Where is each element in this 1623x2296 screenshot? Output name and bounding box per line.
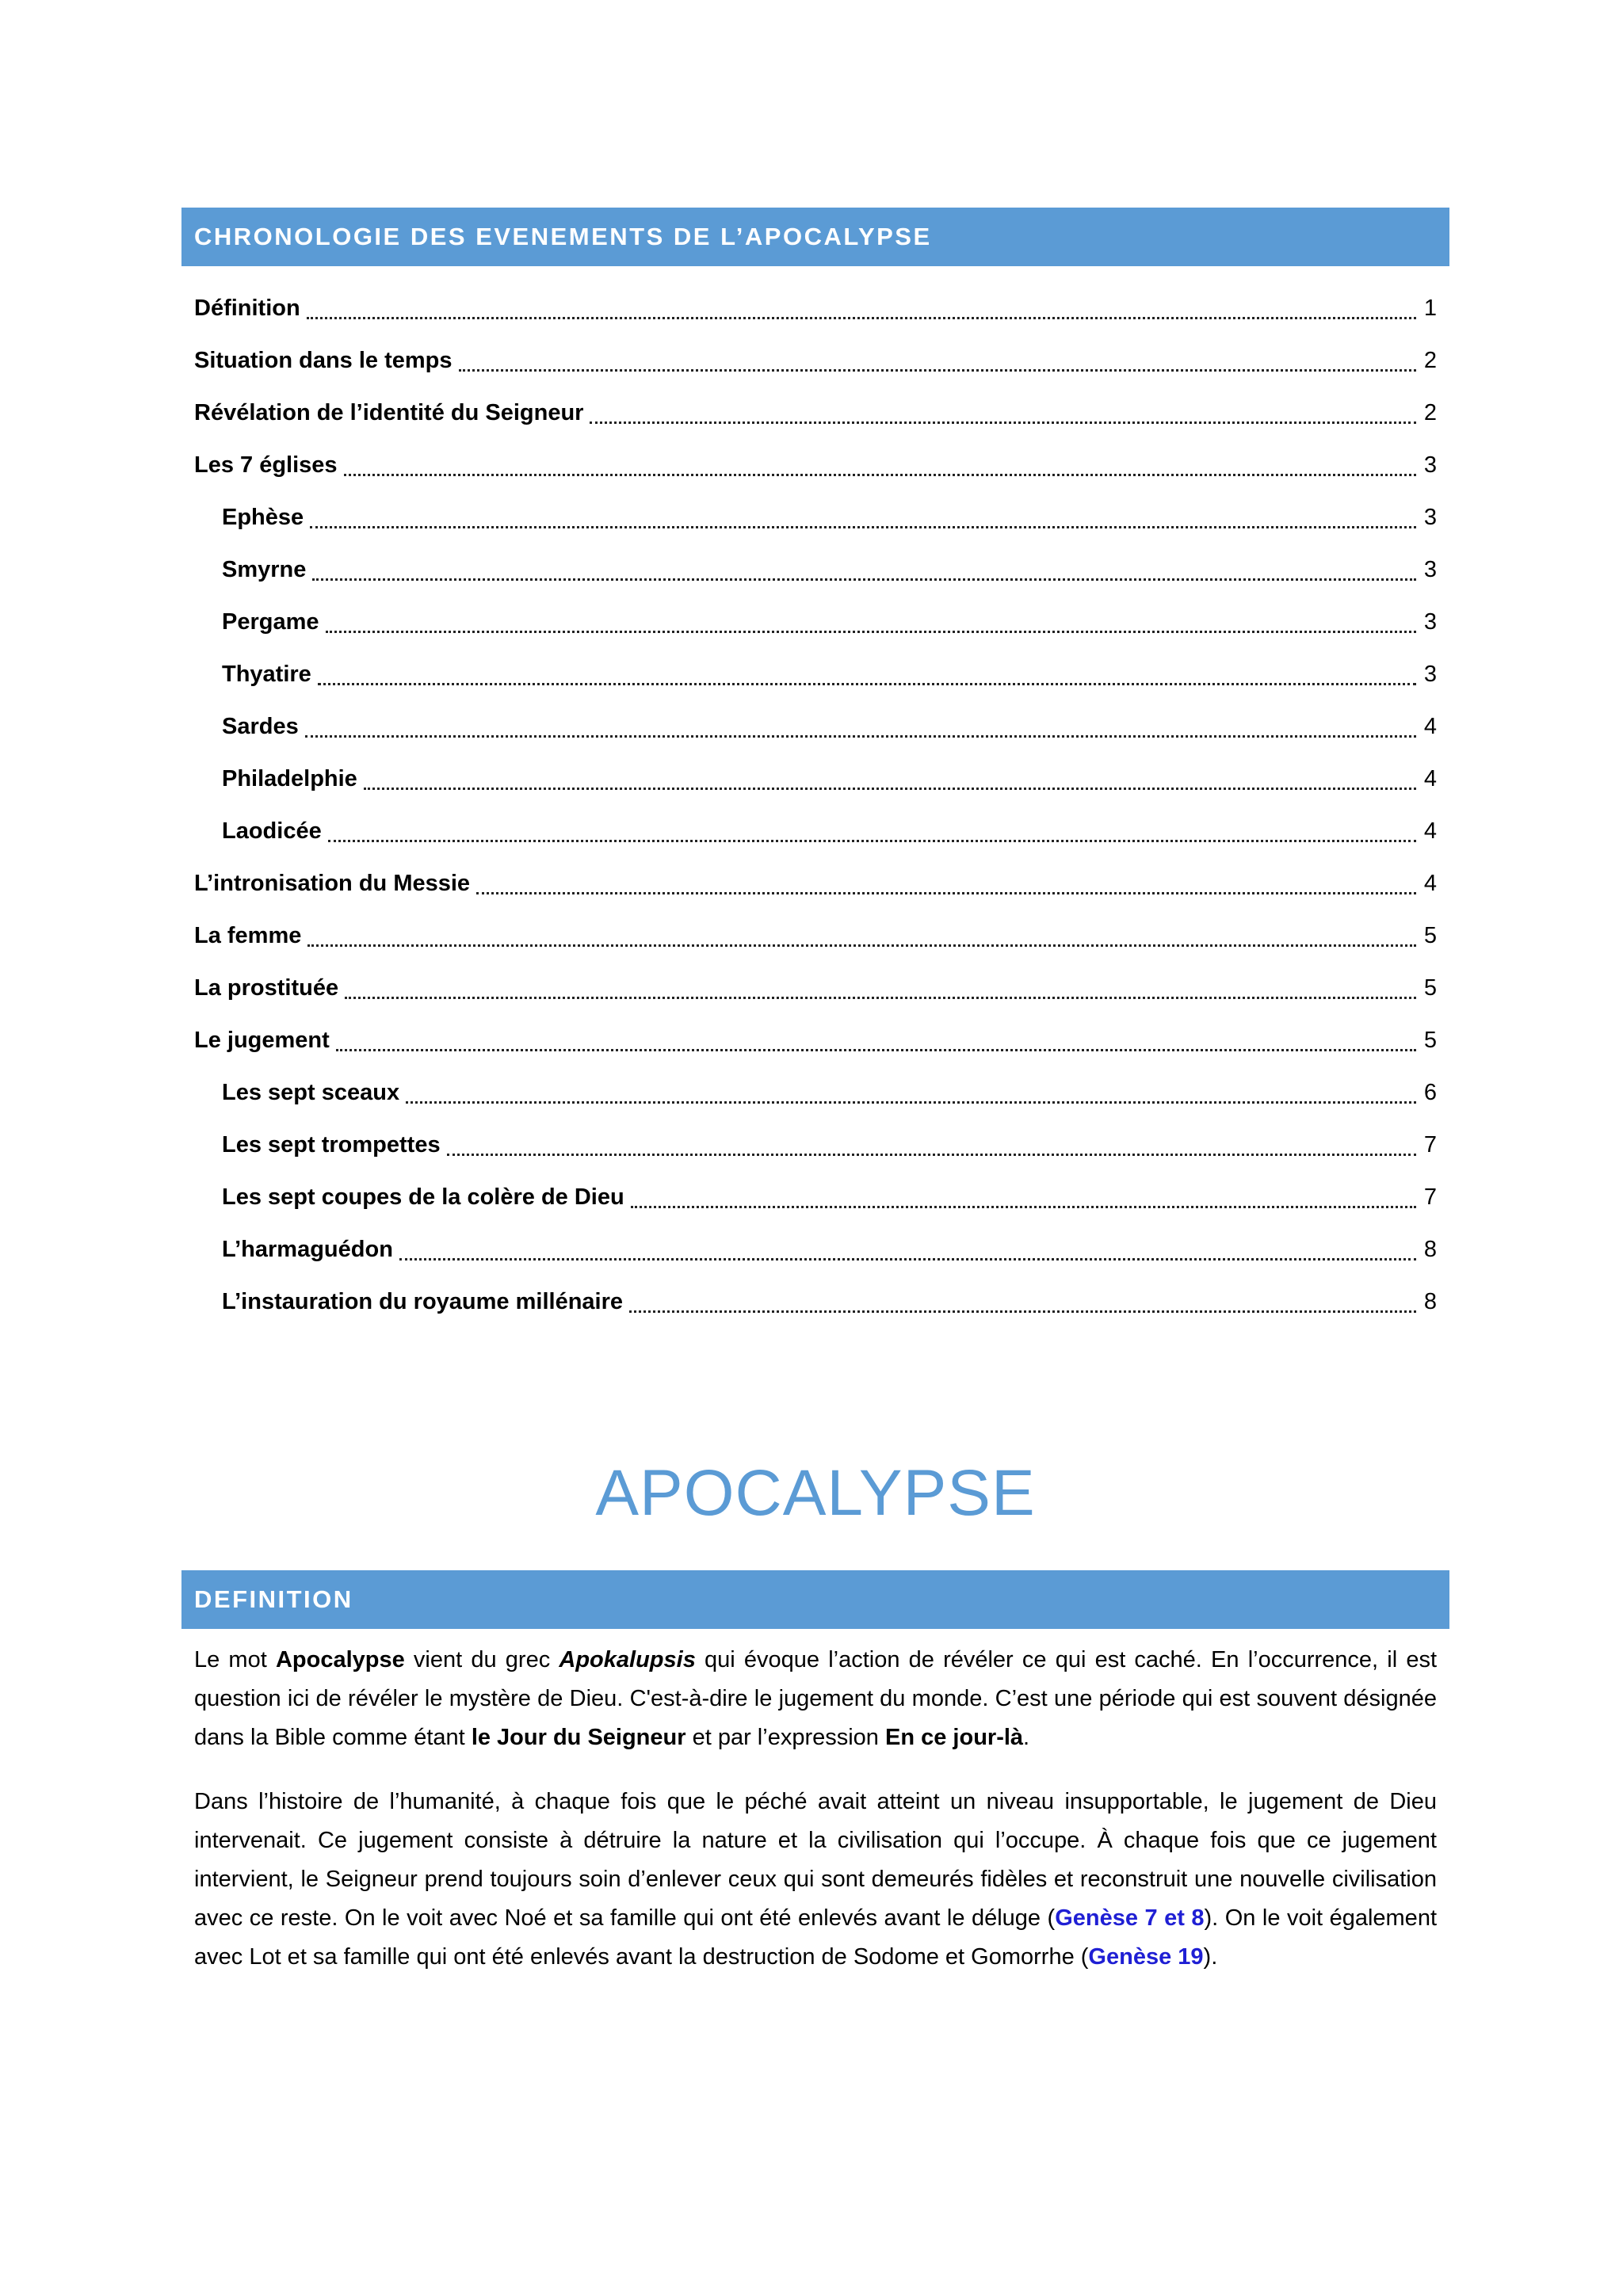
toc-leader-dots	[305, 735, 1416, 738]
text-run: ). On le voit également avec Lot et sa famille qui ont été enlevés avant la destruction de Sodome et Gomorrhe (	[194, 1905, 1437, 1970]
toc-entry[interactable]	[194, 962, 1437, 1014]
toc-entry[interactable]	[194, 282, 1437, 334]
toc-entry-title: Les sept trompettes	[222, 1131, 441, 1158]
text-run: Dans l’histoire de l’humanité, à chaque fois que le péché avait atteint un niveau insupportable, le jugement de Dieu intervenait. Ce jugement consiste à détruire la nature et la civilisation qui l’occupe. À chaque fois que ce jugement intervient, le Seigneur prend toujours soin d’enlever ceux qui sont demeurés fidèles et reconstruit une nouvelle civilisation avec ce reste. On le voit avec Noé et sa famille qui ont été enlevés avant le déluge (	[194, 1789, 1437, 1931]
definition-paragraph-1	[194, 1641, 1437, 1757]
toc-entry[interactable]	[194, 387, 1437, 439]
toc-entry-page: 7	[1423, 1184, 1437, 1210]
toc-leader-dots	[406, 1101, 1416, 1104]
toc-entry-title: La prostituée	[194, 974, 339, 1001]
toc-entry-title: L’intronisation du Messie	[194, 870, 471, 896]
toc-entry-page: 6	[1423, 1079, 1437, 1105]
toc-entry-title: Smyrne	[222, 556, 307, 582]
toc-entry-page: 3	[1423, 504, 1437, 530]
toc-leader-dots	[459, 369, 1417, 372]
toc-entry-page: 7	[1423, 1131, 1437, 1158]
toc-entry-title: Thyatire	[222, 661, 311, 687]
toc-subentry[interactable]	[194, 753, 1437, 805]
text-run: qui évoque l’action de révéler ce qui est caché. En l’occurrence, il est question ici de révéler le mystère de Dieu. C'est-à-dire le jugement du monde. C’est une période qui est souvent désignée dans la Bible comme étant	[194, 1647, 1438, 1750]
toc-leader-dots	[476, 892, 1416, 894]
toc-leader-dots	[447, 1154, 1416, 1156]
toc-entry-page: 2	[1423, 347, 1437, 373]
toc-entry-title: Ephèse	[222, 504, 304, 530]
toc-subentry[interactable]	[194, 1066, 1437, 1119]
toc-entry-title: Sardes	[222, 713, 299, 739]
toc-entry-title: Situation dans le temps	[194, 347, 453, 373]
toc-entry-page: 8	[1423, 1236, 1437, 1262]
toc-entry-page: 1	[1423, 295, 1437, 321]
table-of-contents	[194, 282, 1437, 1328]
toc-leader-dots	[326, 631, 1416, 633]
text-run: et par l’expression	[685, 1725, 885, 1750]
toc-subentry[interactable]	[194, 805, 1437, 857]
toc-leader-dots	[631, 1206, 1416, 1208]
definition-heading: DEFINITION	[194, 1585, 353, 1613]
toc-entry-title: Révélation de l’identité du Seigneur	[194, 399, 584, 425]
toc-leader-dots	[328, 840, 1416, 842]
toc-entry-page: 4	[1423, 765, 1437, 791]
toc-entry[interactable]	[194, 439, 1437, 491]
toc-leader-dots	[590, 421, 1416, 424]
term-en-ce-jour-la: En ce jour-là	[885, 1725, 1024, 1750]
toc-leader-dots	[312, 578, 1416, 581]
text-run: vient du grec	[404, 1647, 559, 1672]
toc-subentry[interactable]	[194, 648, 1437, 700]
toc-entry-page: 5	[1423, 974, 1437, 1001]
toc-entry[interactable]	[194, 857, 1437, 910]
toc-entry-page: 5	[1423, 922, 1437, 948]
toc-entry-title: Philadelphie	[222, 765, 357, 791]
toc-leader-dots	[307, 317, 1416, 319]
toc-leader-dots	[310, 526, 1416, 528]
toc-leader-dots	[307, 944, 1416, 947]
toc-entry-title: Pergame	[222, 608, 319, 635]
toc-subentry[interactable]	[194, 491, 1437, 543]
toc-entry-page: 4	[1423, 818, 1437, 844]
toc-subentry[interactable]	[194, 1276, 1437, 1328]
toc-entry-page: 8	[1423, 1288, 1437, 1314]
toc-entry-page: 3	[1423, 452, 1437, 478]
toc-entry-page: 5	[1423, 1027, 1437, 1053]
bible-reference-link[interactable]: Genèse 19	[1088, 1944, 1204, 1970]
toc-entry-title: Les sept coupes de la colère de Dieu	[222, 1184, 624, 1210]
toc-entry-title: L’harmaguédon	[222, 1236, 393, 1262]
text-run: ).	[1203, 1944, 1218, 1970]
term-jour-du-seigneur: le Jour du Seigneur	[471, 1725, 686, 1750]
toc-entry-page: 3	[1423, 556, 1437, 582]
toc-entry-page: 2	[1423, 399, 1437, 425]
toc-leader-dots	[629, 1310, 1416, 1313]
toc-subentry[interactable]	[194, 700, 1437, 753]
toc-entry-page: 3	[1423, 608, 1437, 635]
toc-entry[interactable]	[194, 1014, 1437, 1066]
toc-entry-title: Les sept sceaux	[222, 1079, 400, 1105]
definition-paragraph-2	[194, 1783, 1437, 1977]
toc-subentry[interactable]	[194, 543, 1437, 596]
toc-entry-title: Le jugement	[194, 1027, 330, 1053]
text-run: Le mot	[194, 1647, 276, 1672]
toc-leader-dots	[344, 474, 1416, 476]
toc-subentry[interactable]	[194, 1223, 1437, 1276]
toc-entry[interactable]	[194, 334, 1437, 387]
toc-subentry[interactable]	[194, 1171, 1437, 1223]
term-apokalupsis: Apokalupsis	[559, 1647, 696, 1672]
toc-entry-title: Les 7 églises	[194, 452, 338, 478]
definition-heading-banner	[181, 1570, 1449, 1629]
document-title: APOCALYPSE	[595, 1457, 1036, 1529]
toc-entry-page: 4	[1423, 870, 1437, 896]
bible-reference-link[interactable]: Genèse 7 et 8	[1055, 1905, 1205, 1931]
toc-entry-title: L’instauration du royaume millénaire	[222, 1288, 624, 1314]
toc-entry-page: 4	[1423, 713, 1437, 739]
text-run: .	[1023, 1725, 1030, 1750]
toc-subentry[interactable]	[194, 1119, 1437, 1171]
toc-leader-dots	[364, 788, 1416, 790]
term-apocalypse: Apocalypse	[275, 1647, 405, 1672]
toc-entry-title: Définition	[194, 295, 300, 321]
toc-leader-dots	[318, 683, 1416, 685]
toc-entry-title: La femme	[194, 922, 302, 948]
toc-entry[interactable]	[194, 910, 1437, 962]
toc-subentry[interactable]	[194, 596, 1437, 648]
toc-leader-dots	[336, 1049, 1416, 1051]
toc-leader-dots	[345, 997, 1416, 999]
toc-leader-dots	[399, 1258, 1416, 1261]
toc-entry-page: 3	[1423, 661, 1437, 687]
toc-entry-title: Laodicée	[222, 818, 322, 844]
toc-heading: CHRONOLOGIE DES EVENEMENTS DE L’APOCALYPSE	[194, 223, 932, 250]
toc-heading-banner	[181, 208, 1449, 266]
